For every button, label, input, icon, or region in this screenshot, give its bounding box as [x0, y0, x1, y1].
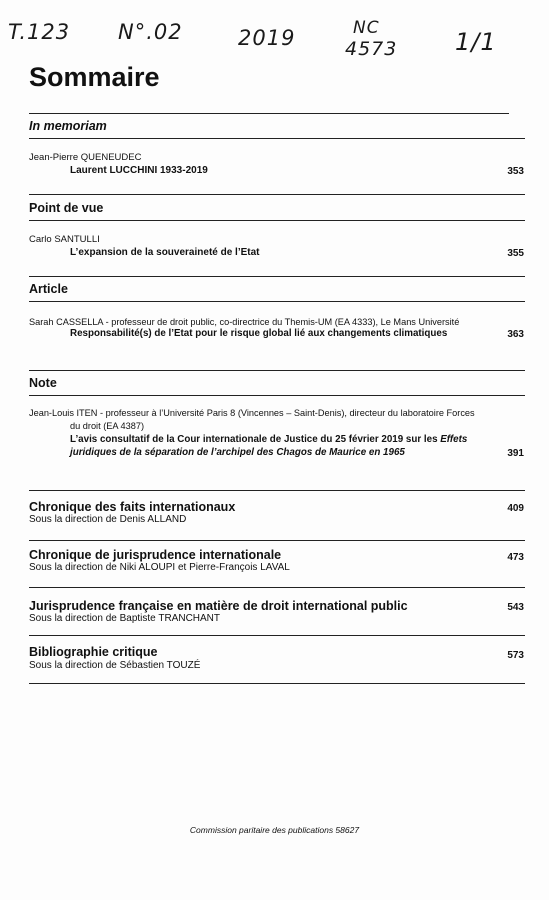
author: Jean-Louis ITEN - professeur à l’Université Paris 8 (Vincennes – Saint-Denis), directeur du laboratoire Forces: [29, 408, 475, 418]
footer-note: Commission paritaire des publications 58627: [189, 825, 360, 835]
handwritten-numero: N°.02: [118, 20, 183, 44]
divider: [29, 635, 525, 636]
page-number: 391: [507, 448, 524, 459]
page-number: 473: [507, 552, 524, 563]
handwritten-call-number-2: 4573: [345, 38, 398, 60]
page-title: Sommaire: [29, 62, 160, 92]
chronicle-title: Jurisprudence française en matière de droit international public: [29, 599, 408, 613]
divider: [29, 276, 525, 277]
article-title: L’avis consultatif de la Cour internationale de Justice du 25 février 2019 sur les Effets: [70, 434, 468, 445]
divider: [29, 683, 525, 684]
author: Sarah CASSELLA - professeur de droit public, co-directrice du Themis-UM (EA 4333), Le Mans Université: [29, 317, 460, 327]
page-number: 573: [507, 650, 524, 661]
divider: [29, 540, 525, 541]
divider: [29, 587, 525, 588]
divider: [29, 194, 525, 195]
handwritten-tome: T.123: [8, 20, 71, 44]
page-number: 353: [507, 166, 524, 177]
divider: [29, 138, 525, 139]
article-title: Laurent LUCCHINI 1933-2019: [70, 165, 208, 176]
divider: [29, 370, 525, 371]
page-number: 543: [507, 602, 524, 613]
author: Carlo SANTULLI: [29, 234, 100, 245]
divider: [29, 490, 525, 491]
handwritten-call-number-1: NC: [353, 18, 380, 38]
handwritten-volume: 1/1: [455, 28, 497, 56]
page-number: 409: [507, 503, 524, 514]
section-heading-note: Note: [29, 376, 57, 390]
article-title: Responsabilité(s) de l’Etat pour le risque global lié aux changements climatiques: [70, 328, 448, 339]
article-title: L’expansion de la souveraineté de l’Etat: [70, 247, 260, 258]
section-heading-in-memoriam: In memoriam: [29, 119, 107, 133]
divider: [29, 113, 509, 114]
divider: [29, 301, 525, 302]
handwritten-year: 2019: [238, 26, 296, 50]
author-continuation: du droit (EA 4387): [70, 421, 145, 431]
article-title-continuation: juridiques de la séparation de l’archipel des Chagos de Maurice en 1965: [70, 447, 405, 458]
section-heading-article: Article: [29, 282, 68, 296]
divider: [29, 395, 525, 396]
chronicle-direction: Sous la direction de Denis ALLAND: [29, 514, 187, 525]
chronicle-title: Chronique des faits internationaux: [29, 500, 236, 514]
chronicle-direction: Sous la direction de Baptiste TRANCHANT: [29, 613, 221, 624]
chronicle-title: Bibliographie critique: [29, 645, 158, 659]
author: Jean-Pierre QUENEUDEC: [29, 152, 142, 163]
page-number: 363: [507, 329, 524, 340]
section-heading-point-de-vue: Point de vue: [29, 201, 104, 215]
chronicle-direction: Sous la direction de Niki ALOUPI et Pierre-François LAVAL: [29, 562, 290, 573]
divider: [29, 220, 525, 221]
page-number: 355: [507, 248, 524, 259]
chronicle-title: Chronique de jurisprudence internationale: [29, 548, 282, 562]
chronicle-direction: Sous la direction de Sébastien TOUZÉ: [29, 660, 201, 671]
